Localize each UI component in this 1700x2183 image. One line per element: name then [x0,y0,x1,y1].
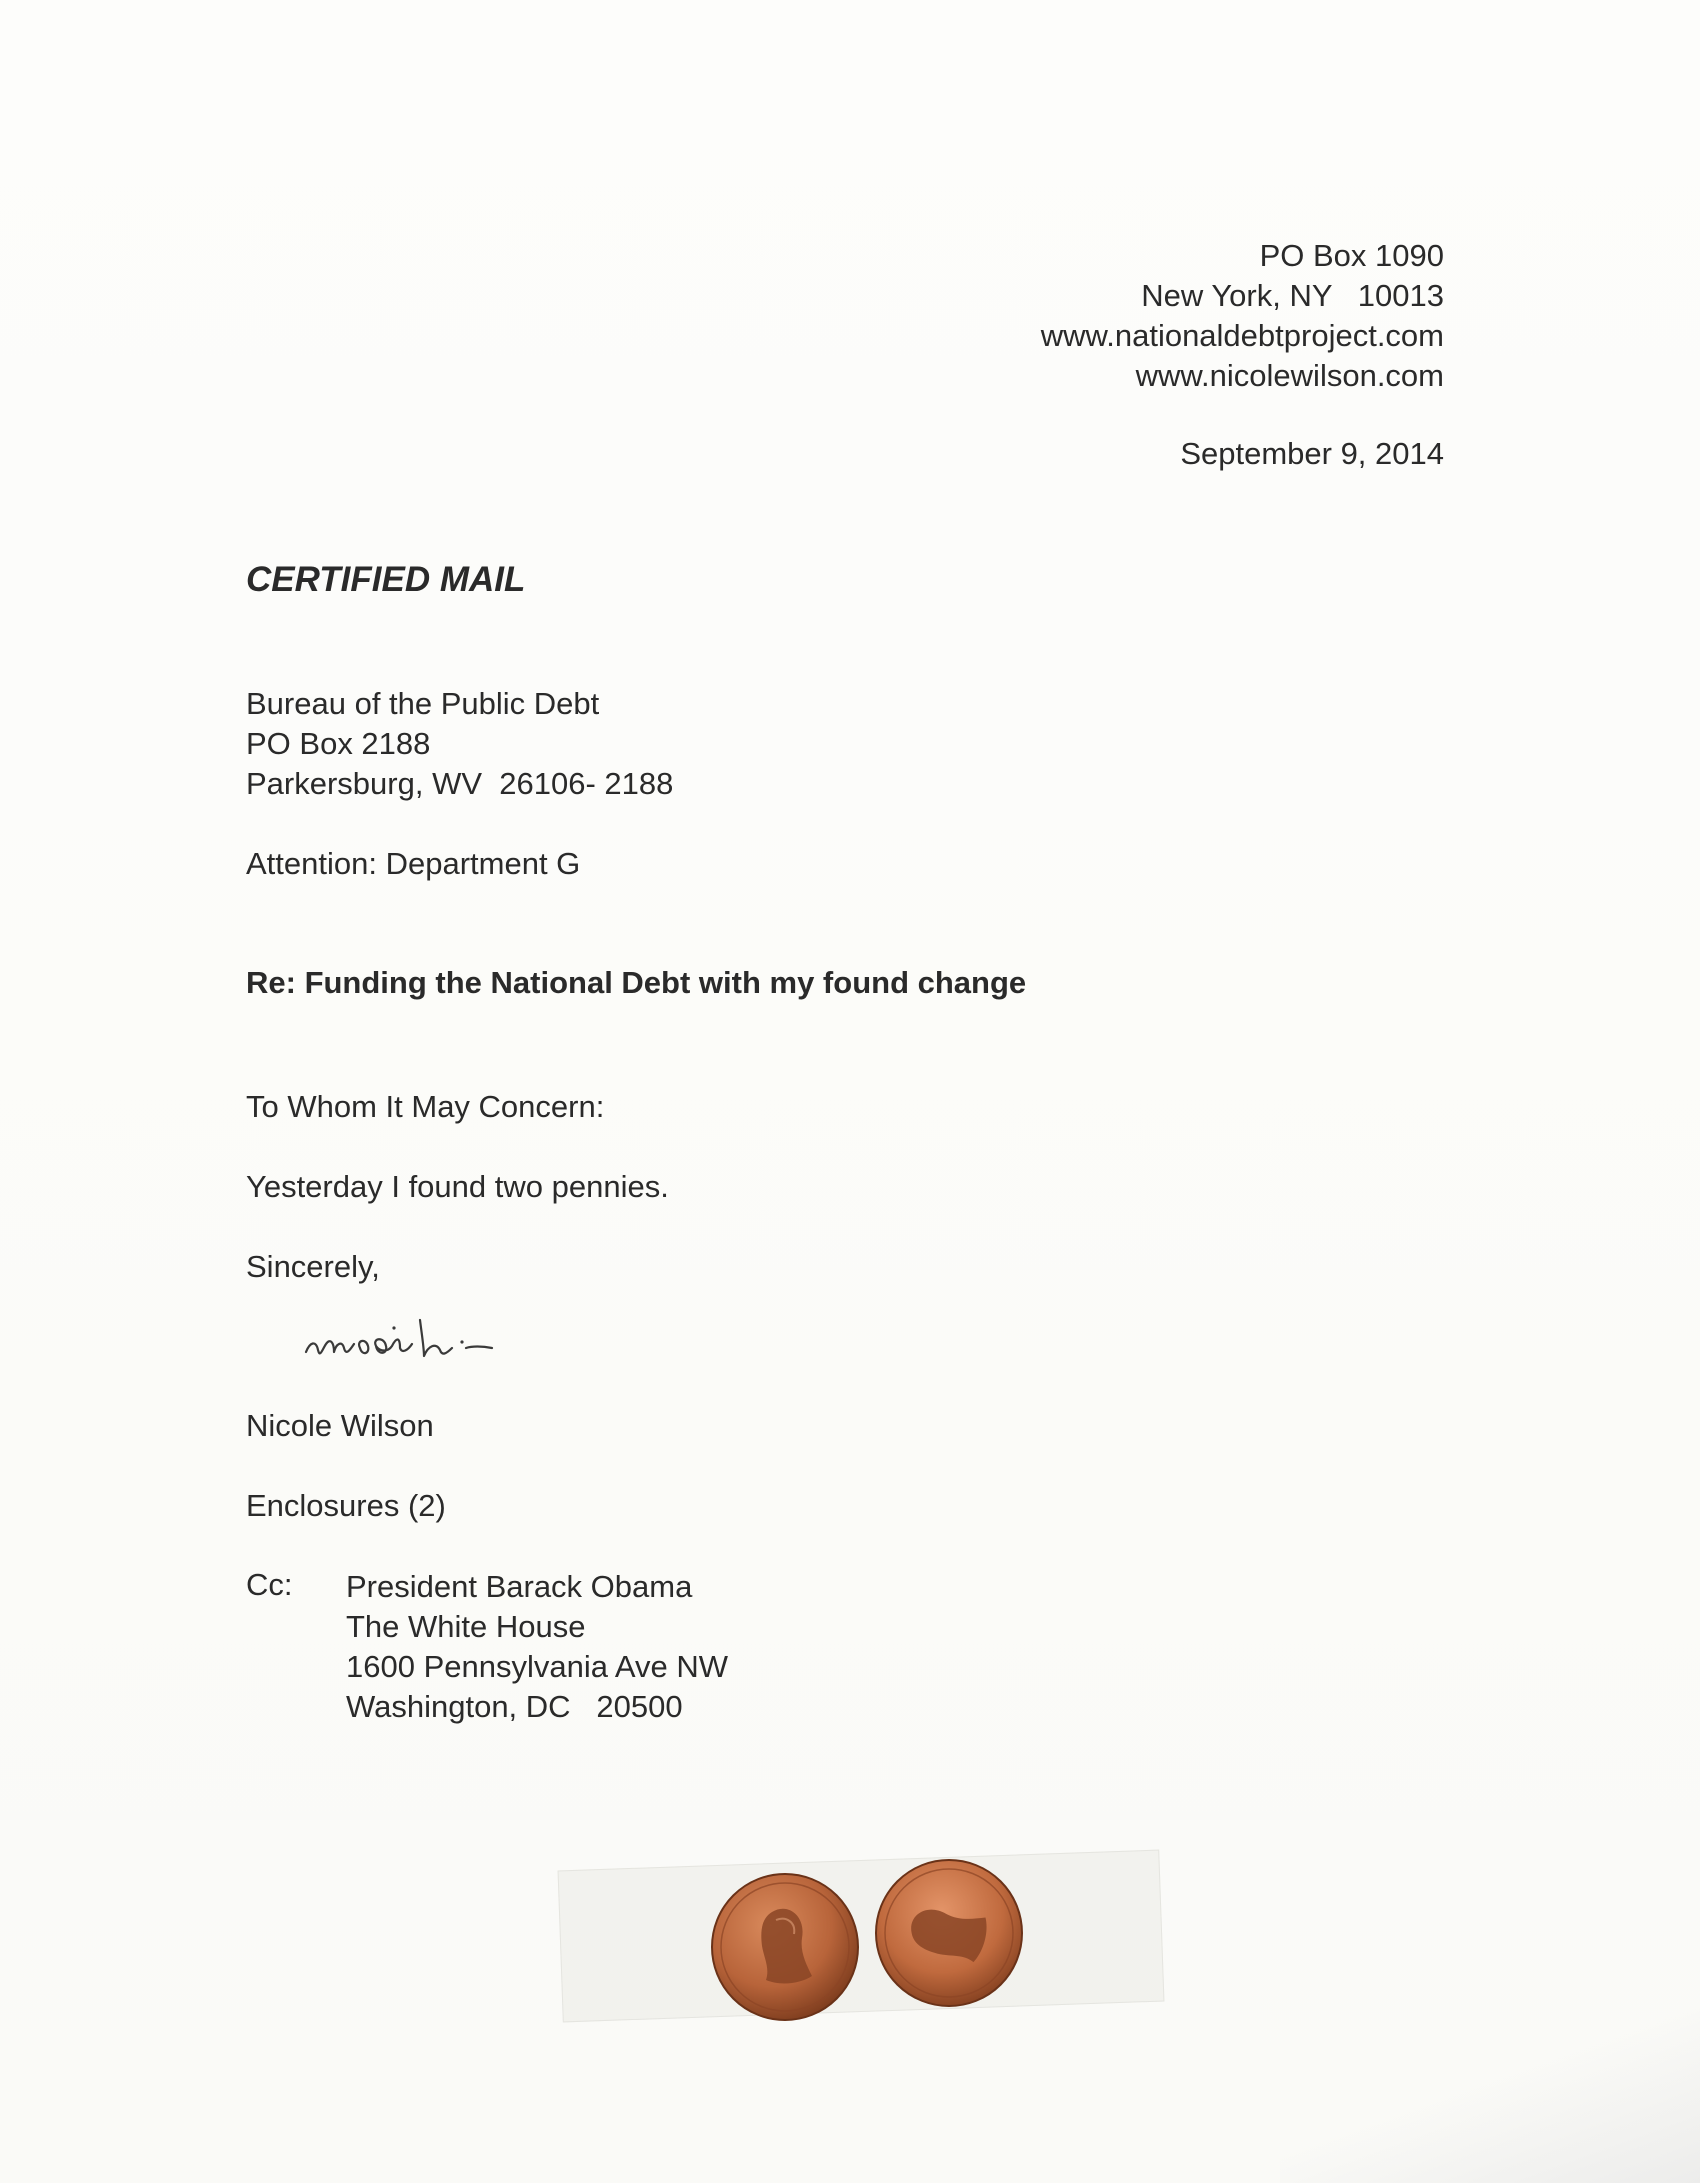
cc-address-line: The White House [346,1609,586,1644]
letter-body: Yesterday I found two pennies. [246,1169,669,1204]
handwritten-signature [296,1290,626,1380]
cc-address-line: 1600 Pennsylvania Ave NW [346,1649,728,1684]
recipient-address-line: Parkersburg, WV 26106- 2188 [246,766,674,801]
recipient-address-block [246,684,673,804]
adhesive-tape [558,1850,1165,2023]
subject-line: Re: Funding the National Debt with my found change [246,965,1027,1000]
recipient-address-line: PO Box 2188 [246,726,431,761]
cc-address-block [346,1567,728,1727]
cc-address-line: President Barack Obama [346,1569,693,1604]
attention-line: Attention: Department G [246,846,581,881]
sender-address-line: PO Box 1090 [1259,238,1444,273]
recipient-address-line: Bureau of the Public Debt [246,686,600,721]
penny-coin-image [710,1872,860,2022]
sender-website-link: www.nationaldebtproject.com [1040,318,1444,353]
signer-name: Nicole Wilson [246,1408,434,1443]
penny-coin-image [874,1858,1024,2008]
paper-fold-shadow [1280,2003,1700,2183]
enclosures-note: Enclosures (2) [246,1488,446,1523]
delivery-method-heading: CERTIFIED MAIL [246,560,526,599]
sender-website-link: www.nicolewilson.com [1135,358,1444,393]
sender-address-line: New York, NY 10013 [1141,278,1444,313]
cc-label: Cc: [246,1567,293,1602]
salutation: To Whom It May Concern: [246,1089,605,1124]
letter-date: September 9, 2014 [1180,436,1444,471]
closing: Sincerely, [246,1249,380,1284]
cc-address-line: Washington, DC 20500 [346,1689,683,1724]
sender-address-block [1041,236,1444,396]
